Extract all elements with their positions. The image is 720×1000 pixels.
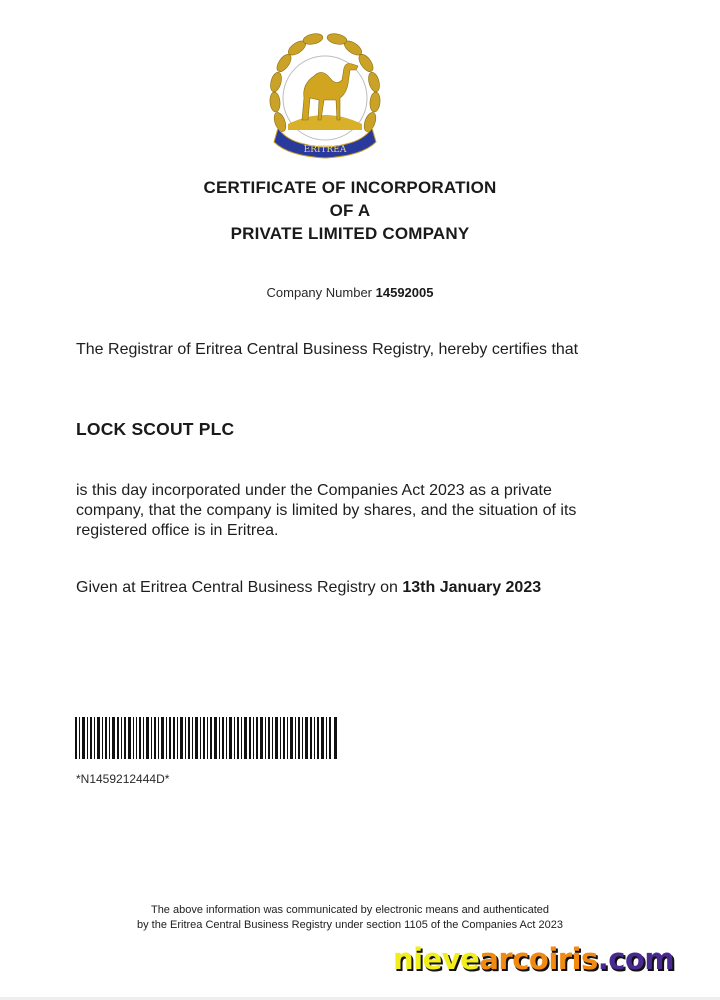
watermark-part: arcoiris [479,942,598,976]
watermark-part: nieve [393,942,480,976]
emblem-banner-text: ERITREA [303,145,347,155]
certificate-title [0,176,700,245]
company-number-label: Company Number [266,285,373,300]
title-line: OF A [329,201,371,220]
given-text: Given at Eritrea Central Business Registry on [76,579,398,596]
footer-line: by the Eritrea Central Business Registry under section 1105 of the Companies Act 2023 [137,919,563,931]
eritrea-emblem-icon [266,32,384,162]
title-line: CERTIFICATE OF INCORPORATION [203,178,497,197]
certify-statement: The Registrar of Eritrea Central Business Registry, hereby certifies that [76,341,579,358]
watermark [393,942,674,976]
given-statement [76,578,636,598]
footer-note [0,903,700,933]
company-name: LOCK SCOUT PLC [76,419,235,439]
company-number-value: 14592005 [375,285,434,300]
watermark-part: .com [597,942,675,976]
barcode [75,717,337,759]
given-date: 13th January 2023 [402,579,542,596]
barcode-text: *N1459212444D* [76,772,170,786]
title-line: PRIVATE LIMITED COMPANY [230,224,470,243]
footer-line: The above information was communicated by electronic means and authenticated [150,904,550,916]
incorporation-statement: is this day incorporated under the Companies Act 2023 as a private company, that the company is limited by shares, and the situation of its registered office is in Eritrea. [76,482,577,539]
company-number [0,285,700,300]
